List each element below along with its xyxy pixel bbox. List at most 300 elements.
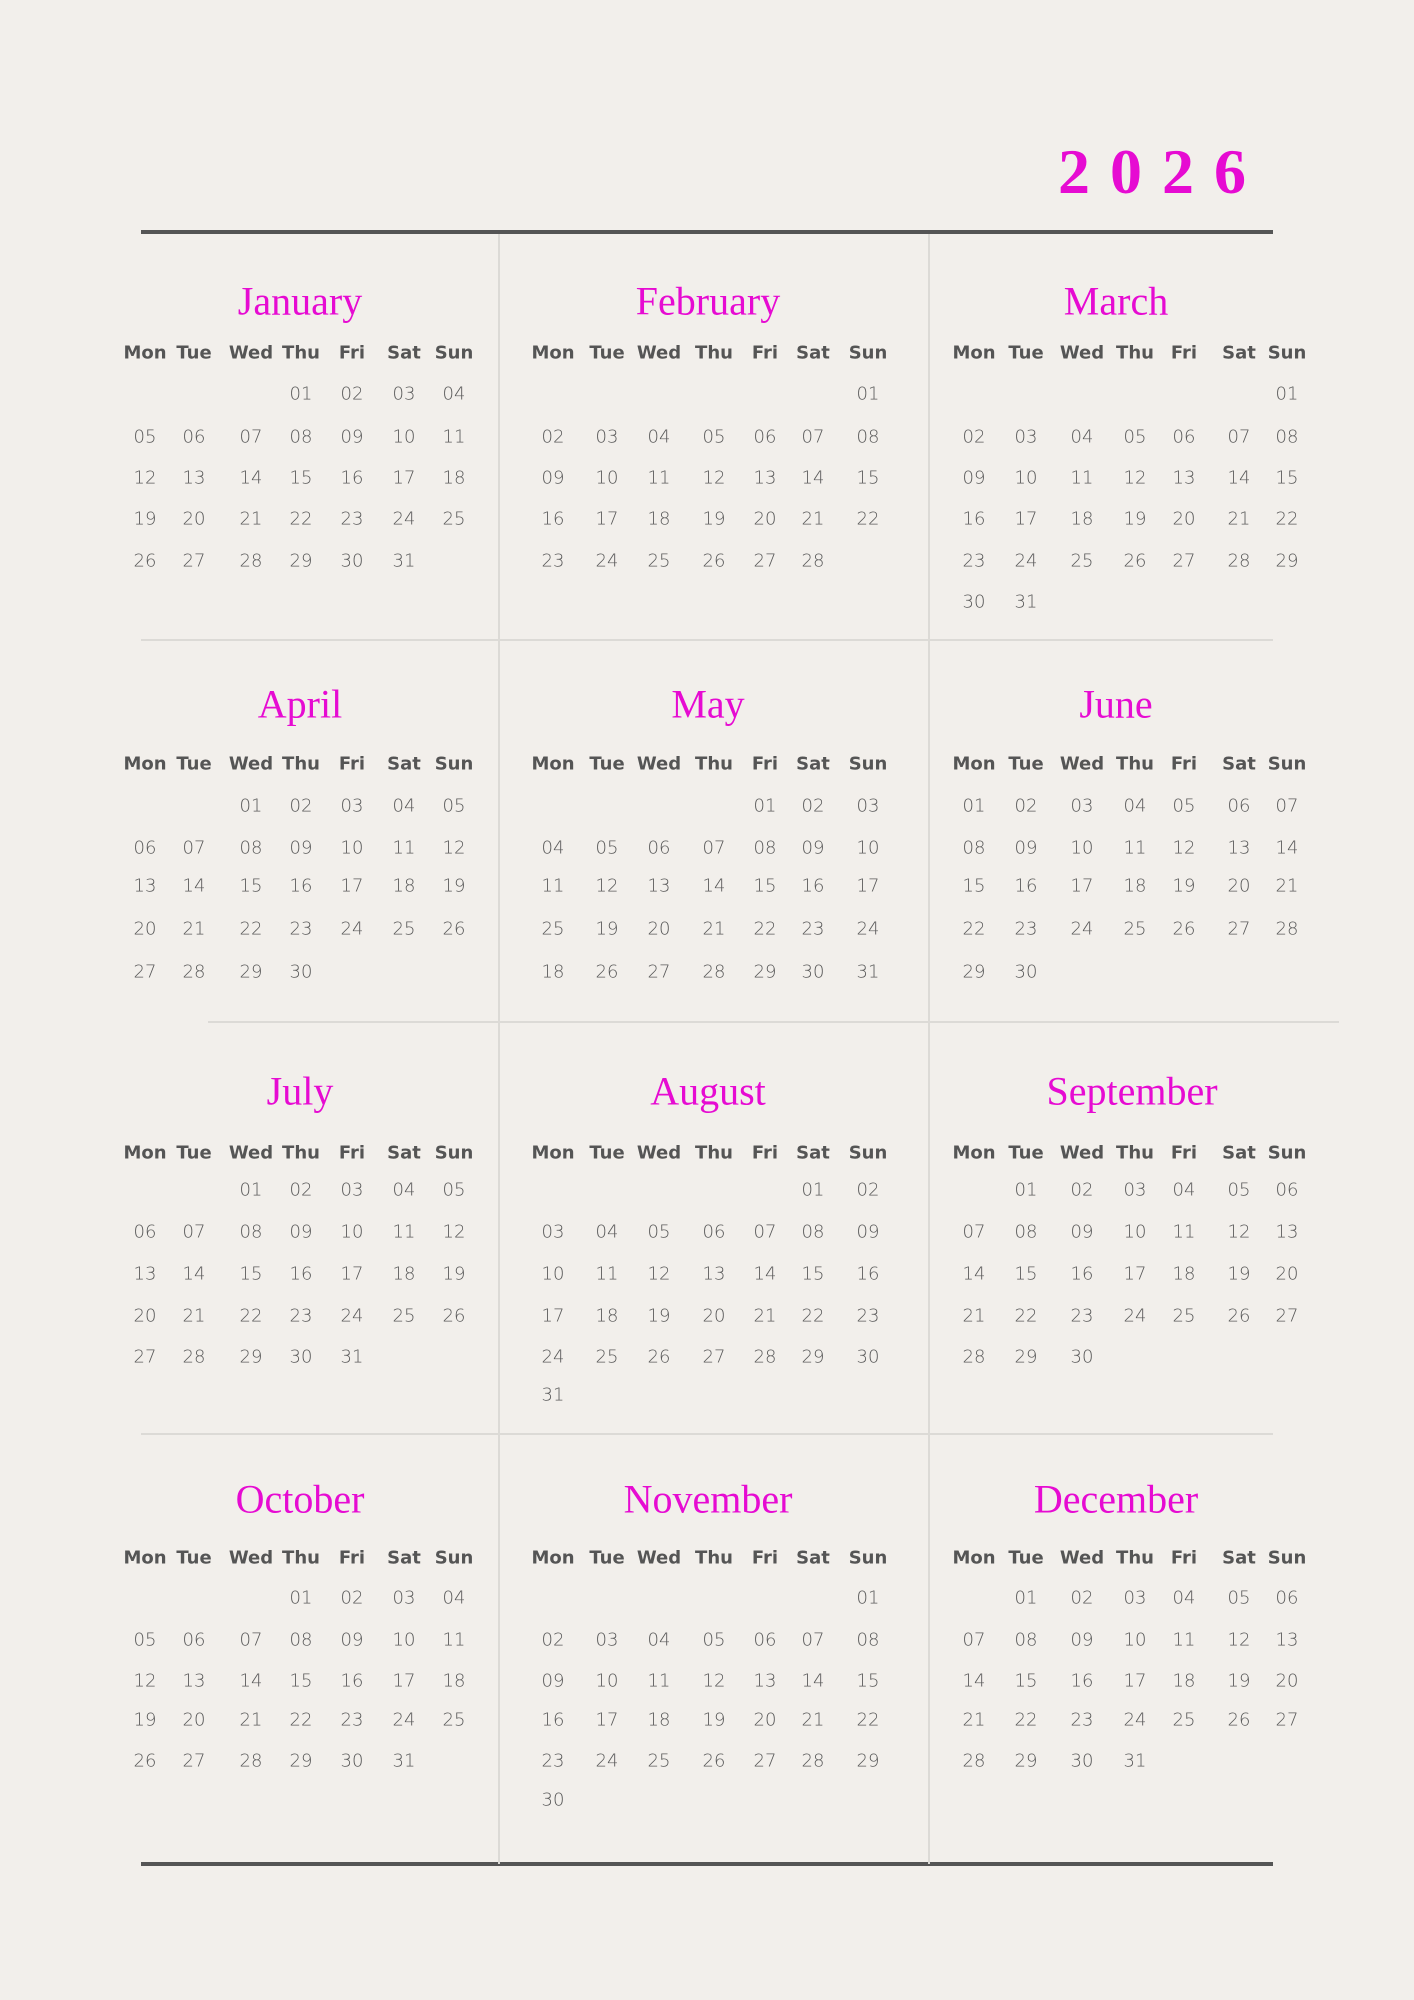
weekday-header: Thu xyxy=(1116,1142,1154,1164)
day-cell: 18 xyxy=(442,467,466,489)
day-cell: 29 xyxy=(1014,1750,1038,1772)
day-cell: 11 xyxy=(442,1629,466,1651)
day-cell: 14 xyxy=(801,467,825,489)
day-cell: 08 xyxy=(856,1629,880,1651)
day-cell: 08 xyxy=(801,1221,825,1243)
day-cell: 19 xyxy=(1227,1670,1251,1692)
day-cell: 12 xyxy=(1172,837,1196,859)
day-cell: 12 xyxy=(595,875,619,897)
day-cell: 21 xyxy=(239,1709,263,1731)
day-cell: 31 xyxy=(392,550,416,572)
day-cell: 14 xyxy=(182,1263,206,1285)
day-cell: 26 xyxy=(1227,1305,1251,1327)
day-cell: 15 xyxy=(962,875,986,897)
day-cell: 05 xyxy=(442,1179,466,1201)
day-cell: 28 xyxy=(753,1346,777,1368)
day-cell: 27 xyxy=(753,550,777,572)
weekday-header: Sun xyxy=(434,1142,474,1164)
day-cell: 16 xyxy=(289,1263,313,1285)
day-cell: 09 xyxy=(541,467,565,489)
weekday-header: Fri xyxy=(338,342,366,364)
day-cell: 16 xyxy=(289,875,313,897)
day-cell: 30 xyxy=(1014,961,1038,983)
day-cell: 01 xyxy=(1275,383,1299,405)
day-cell: 27 xyxy=(133,961,157,983)
weekday-header: Sat xyxy=(387,753,421,775)
weekday-header: Wed xyxy=(1059,1547,1105,1569)
day-cell: 08 xyxy=(1014,1221,1038,1243)
weekday-header: Sat xyxy=(796,342,830,364)
day-cell: 08 xyxy=(289,1629,313,1651)
weekday-header: Thu xyxy=(695,342,733,364)
day-cell: 28 xyxy=(239,1750,263,1772)
day-cell: 25 xyxy=(442,508,466,530)
day-cell: 01 xyxy=(239,795,263,817)
day-cell: 12 xyxy=(442,1221,466,1243)
day-cell: 31 xyxy=(392,1750,416,1772)
day-cell: 22 xyxy=(1014,1305,1038,1327)
month-title: October xyxy=(235,1476,365,1522)
day-cell: 24 xyxy=(1123,1709,1147,1731)
day-cell: 26 xyxy=(133,1750,157,1772)
day-cell: 27 xyxy=(1275,1709,1299,1731)
day-cell: 16 xyxy=(541,1709,565,1731)
day-cell: 19 xyxy=(1227,1263,1251,1285)
day-cell: 03 xyxy=(595,426,619,448)
weekday-header: Fri xyxy=(1170,342,1198,364)
weekday-header: Sat xyxy=(796,1142,830,1164)
day-cell: 22 xyxy=(239,918,263,940)
day-cell: 05 xyxy=(133,1629,157,1651)
day-cell: 23 xyxy=(541,550,565,572)
weekday-header: Sat xyxy=(1222,753,1256,775)
day-cell: 21 xyxy=(801,508,825,530)
day-cell: 30 xyxy=(289,961,313,983)
day-cell: 15 xyxy=(1014,1670,1038,1692)
weekday-header: Sun xyxy=(434,342,474,364)
day-cell: 05 xyxy=(442,795,466,817)
day-cell: 17 xyxy=(595,1709,619,1731)
day-cell: 08 xyxy=(1014,1629,1038,1651)
day-cell: 01 xyxy=(856,1587,880,1609)
day-cell: 20 xyxy=(702,1305,726,1327)
day-cell: 01 xyxy=(1014,1179,1038,1201)
day-cell: 30 xyxy=(340,550,364,572)
day-cell: 04 xyxy=(392,795,416,817)
day-cell: 15 xyxy=(801,1263,825,1285)
day-cell: 29 xyxy=(1275,550,1299,572)
day-cell: 25 xyxy=(392,918,416,940)
day-cell: 10 xyxy=(1070,837,1094,859)
day-cell: 10 xyxy=(1014,467,1038,489)
day-cell: 07 xyxy=(239,1629,263,1651)
day-cell: 29 xyxy=(289,550,313,572)
day-cell: 17 xyxy=(1123,1670,1147,1692)
weekday-header: Sat xyxy=(796,753,830,775)
day-cell: 13 xyxy=(702,1263,726,1285)
day-cell: 20 xyxy=(753,1709,777,1731)
day-cell: 01 xyxy=(856,383,880,405)
day-cell: 23 xyxy=(1070,1305,1094,1327)
day-cell: 17 xyxy=(541,1305,565,1327)
weekday-header: Sun xyxy=(848,1142,888,1164)
weekday-header: Fri xyxy=(751,753,779,775)
day-cell: 28 xyxy=(801,550,825,572)
day-cell: 26 xyxy=(702,1750,726,1772)
day-cell: 03 xyxy=(340,795,364,817)
day-cell: 22 xyxy=(801,1305,825,1327)
day-cell: 26 xyxy=(1172,918,1196,940)
day-cell: 31 xyxy=(1014,591,1038,613)
day-cell: 28 xyxy=(1275,918,1299,940)
day-cell: 09 xyxy=(1070,1221,1094,1243)
day-cell: 23 xyxy=(1070,1709,1094,1731)
day-cell: 07 xyxy=(1227,426,1251,448)
weekday-header: Tue xyxy=(1008,1547,1044,1569)
day-cell: 27 xyxy=(1275,1305,1299,1327)
day-cell: 20 xyxy=(1172,508,1196,530)
weekday-header: Sun xyxy=(1267,1547,1307,1569)
day-cell: 08 xyxy=(753,837,777,859)
day-cell: 10 xyxy=(340,1221,364,1243)
day-cell: 10 xyxy=(1123,1221,1147,1243)
day-cell: 02 xyxy=(1070,1587,1094,1609)
day-cell: 18 xyxy=(442,1670,466,1692)
day-cell: 10 xyxy=(856,837,880,859)
day-cell: 29 xyxy=(753,961,777,983)
day-cell: 01 xyxy=(239,1179,263,1201)
day-cell: 10 xyxy=(392,426,416,448)
day-cell: 12 xyxy=(133,1670,157,1692)
day-cell: 24 xyxy=(856,918,880,940)
day-cell: 04 xyxy=(392,1179,416,1201)
month-title: February xyxy=(635,278,781,324)
day-cell: 19 xyxy=(702,1709,726,1731)
day-cell: 24 xyxy=(595,550,619,572)
day-cell: 07 xyxy=(702,837,726,859)
row-divider xyxy=(208,1021,1339,1023)
day-cell: 14 xyxy=(1275,837,1299,859)
day-cell: 08 xyxy=(239,837,263,859)
day-cell: 29 xyxy=(289,1750,313,1772)
weekday-header: Wed xyxy=(228,1547,274,1569)
day-cell: 24 xyxy=(392,1709,416,1731)
day-cell: 07 xyxy=(962,1629,986,1651)
day-cell: 04 xyxy=(647,1629,671,1651)
day-cell: 03 xyxy=(340,1179,364,1201)
day-cell: 05 xyxy=(1227,1179,1251,1201)
day-cell: 26 xyxy=(1123,550,1147,572)
day-cell: 23 xyxy=(962,550,986,572)
day-cell: 09 xyxy=(962,467,986,489)
weekday-header: Thu xyxy=(282,1547,320,1569)
weekday-header: Wed xyxy=(1059,753,1105,775)
bottom-divider xyxy=(141,1862,1273,1866)
day-cell: 27 xyxy=(1227,918,1251,940)
day-cell: 13 xyxy=(753,1670,777,1692)
weekday-header: Tue xyxy=(1008,342,1044,364)
day-cell: 15 xyxy=(289,467,313,489)
day-cell: 15 xyxy=(753,875,777,897)
day-cell: 25 xyxy=(647,1750,671,1772)
weekday-header: Tue xyxy=(176,1547,212,1569)
weekday-header: Sat xyxy=(796,1547,830,1569)
day-cell: 15 xyxy=(289,1670,313,1692)
day-cell: 27 xyxy=(647,961,671,983)
day-cell: 15 xyxy=(1275,467,1299,489)
day-cell: 03 xyxy=(541,1221,565,1243)
day-cell: 19 xyxy=(647,1305,671,1327)
day-cell: 13 xyxy=(1227,837,1251,859)
day-cell: 08 xyxy=(856,426,880,448)
day-cell: 16 xyxy=(340,467,364,489)
day-cell: 06 xyxy=(133,1221,157,1243)
day-cell: 11 xyxy=(595,1263,619,1285)
day-cell: 14 xyxy=(962,1670,986,1692)
weekday-header: Wed xyxy=(636,1547,682,1569)
day-cell: 03 xyxy=(856,795,880,817)
weekday-header: Wed xyxy=(636,1142,682,1164)
weekday-header: Fri xyxy=(1170,1547,1198,1569)
day-cell: 27 xyxy=(133,1346,157,1368)
day-cell: 20 xyxy=(1275,1670,1299,1692)
day-cell: 01 xyxy=(289,1587,313,1609)
day-cell: 25 xyxy=(1172,1709,1196,1731)
day-cell: 09 xyxy=(340,426,364,448)
day-cell: 09 xyxy=(340,1629,364,1651)
weekday-header: Mon xyxy=(952,753,996,775)
weekday-header: Thu xyxy=(1116,1547,1154,1569)
day-cell: 24 xyxy=(1123,1305,1147,1327)
weekday-header: Thu xyxy=(282,342,320,364)
day-cell: 31 xyxy=(340,1346,364,1368)
day-cell: 01 xyxy=(962,795,986,817)
day-cell: 06 xyxy=(702,1221,726,1243)
day-cell: 11 xyxy=(1123,837,1147,859)
day-cell: 01 xyxy=(801,1179,825,1201)
day-cell: 23 xyxy=(340,1709,364,1731)
weekday-header: Mon xyxy=(531,1142,575,1164)
day-cell: 23 xyxy=(289,918,313,940)
day-cell: 04 xyxy=(595,1221,619,1243)
day-cell: 15 xyxy=(856,1670,880,1692)
day-cell: 02 xyxy=(1070,1179,1094,1201)
day-cell: 18 xyxy=(1070,508,1094,530)
weekday-header: Sat xyxy=(387,342,421,364)
day-cell: 08 xyxy=(289,426,313,448)
day-cell: 23 xyxy=(856,1305,880,1327)
day-cell: 07 xyxy=(1275,795,1299,817)
day-cell: 24 xyxy=(595,1750,619,1772)
month-title: March xyxy=(1063,278,1169,324)
day-cell: 06 xyxy=(753,1629,777,1651)
day-cell: 07 xyxy=(962,1221,986,1243)
day-cell: 18 xyxy=(647,508,671,530)
day-cell: 19 xyxy=(702,508,726,530)
day-cell: 30 xyxy=(1070,1346,1094,1368)
day-cell: 02 xyxy=(289,1179,313,1201)
day-cell: 16 xyxy=(856,1263,880,1285)
weekday-header: Tue xyxy=(589,342,625,364)
day-cell: 26 xyxy=(595,961,619,983)
day-cell: 12 xyxy=(1227,1221,1251,1243)
day-cell: 23 xyxy=(541,1750,565,1772)
day-cell: 20 xyxy=(1275,1263,1299,1285)
day-cell: 06 xyxy=(1275,1587,1299,1609)
day-cell: 13 xyxy=(182,1670,206,1692)
day-cell: 22 xyxy=(753,918,777,940)
day-cell: 10 xyxy=(340,837,364,859)
day-cell: 22 xyxy=(289,508,313,530)
day-cell: 11 xyxy=(647,467,671,489)
day-cell: 17 xyxy=(595,508,619,530)
day-cell: 14 xyxy=(962,1263,986,1285)
weekday-header: Mon xyxy=(123,1142,167,1164)
day-cell: 03 xyxy=(1014,426,1038,448)
day-cell: 13 xyxy=(1172,467,1196,489)
day-cell: 04 xyxy=(442,383,466,405)
day-cell: 06 xyxy=(133,837,157,859)
day-cell: 20 xyxy=(1227,875,1251,897)
day-cell: 12 xyxy=(1227,1629,1251,1651)
day-cell: 18 xyxy=(647,1709,671,1731)
weekday-header: Sat xyxy=(1222,342,1256,364)
day-cell: 20 xyxy=(133,918,157,940)
day-cell: 06 xyxy=(1172,426,1196,448)
day-cell: 09 xyxy=(801,837,825,859)
month-title: November xyxy=(623,1476,793,1522)
weekday-header: Thu xyxy=(695,1547,733,1569)
day-cell: 11 xyxy=(1172,1221,1196,1243)
day-cell: 28 xyxy=(801,1750,825,1772)
day-cell: 30 xyxy=(340,1750,364,1772)
day-cell: 11 xyxy=(647,1670,671,1692)
weekday-header: Fri xyxy=(751,342,779,364)
day-cell: 07 xyxy=(182,837,206,859)
day-cell: 11 xyxy=(442,426,466,448)
day-cell: 24 xyxy=(340,1305,364,1327)
weekday-header: Sat xyxy=(387,1142,421,1164)
day-cell: 21 xyxy=(753,1305,777,1327)
month-title: July xyxy=(266,1068,334,1114)
day-cell: 18 xyxy=(1172,1670,1196,1692)
month-title: August xyxy=(650,1068,766,1114)
day-cell: 24 xyxy=(1014,550,1038,572)
day-cell: 27 xyxy=(182,550,206,572)
day-cell: 05 xyxy=(1227,1587,1251,1609)
day-cell: 20 xyxy=(182,508,206,530)
weekday-header: Wed xyxy=(228,342,274,364)
day-cell: 14 xyxy=(702,875,726,897)
month-title: December xyxy=(1033,1476,1199,1522)
weekday-header: Sun xyxy=(848,342,888,364)
day-cell: 14 xyxy=(1227,467,1251,489)
day-cell: 25 xyxy=(595,1346,619,1368)
day-cell: 18 xyxy=(1123,875,1147,897)
day-cell: 02 xyxy=(340,383,364,405)
day-cell: 06 xyxy=(647,837,671,859)
weekday-header: Tue xyxy=(589,1142,625,1164)
day-cell: 06 xyxy=(1227,795,1251,817)
day-cell: 06 xyxy=(1275,1179,1299,1201)
weekday-header: Wed xyxy=(228,753,274,775)
weekday-header: Mon xyxy=(531,342,575,364)
day-cell: 23 xyxy=(340,508,364,530)
day-cell: 18 xyxy=(392,1263,416,1285)
weekday-header: Tue xyxy=(589,753,625,775)
day-cell: 04 xyxy=(1172,1587,1196,1609)
day-cell: 25 xyxy=(442,1709,466,1731)
weekday-header: Fri xyxy=(1170,1142,1198,1164)
day-cell: 25 xyxy=(647,550,671,572)
weekday-header: Sun xyxy=(434,753,474,775)
day-cell: 11 xyxy=(1070,467,1094,489)
day-cell: 16 xyxy=(1070,1263,1094,1285)
day-cell: 04 xyxy=(442,1587,466,1609)
day-cell: 16 xyxy=(962,508,986,530)
weekday-header: Mon xyxy=(952,1547,996,1569)
day-cell: 09 xyxy=(289,1221,313,1243)
day-cell: 15 xyxy=(239,875,263,897)
day-cell: 28 xyxy=(182,1346,206,1368)
day-cell: 24 xyxy=(392,508,416,530)
day-cell: 28 xyxy=(962,1346,986,1368)
day-cell: 02 xyxy=(856,1179,880,1201)
day-cell: 30 xyxy=(856,1346,880,1368)
day-cell: 20 xyxy=(182,1709,206,1731)
day-cell: 01 xyxy=(289,383,313,405)
day-cell: 31 xyxy=(1123,1750,1147,1772)
day-cell: 21 xyxy=(1275,875,1299,897)
day-cell: 08 xyxy=(239,1221,263,1243)
weekday-header: Thu xyxy=(1116,753,1154,775)
month-title: January xyxy=(237,278,363,324)
weekday-header: Sun xyxy=(1267,342,1307,364)
weekday-header: Tue xyxy=(1008,753,1044,775)
day-cell: 21 xyxy=(962,1305,986,1327)
day-cell: 08 xyxy=(1275,426,1299,448)
row-divider xyxy=(141,639,1273,641)
day-cell: 17 xyxy=(340,1263,364,1285)
day-cell: 05 xyxy=(595,837,619,859)
weekday-header: Sun xyxy=(848,753,888,775)
day-cell: 18 xyxy=(541,961,565,983)
day-cell: 11 xyxy=(1172,1629,1196,1651)
day-cell: 29 xyxy=(962,961,986,983)
day-cell: 17 xyxy=(1070,875,1094,897)
day-cell: 01 xyxy=(1014,1587,1038,1609)
day-cell: 03 xyxy=(392,383,416,405)
weekday-header: Mon xyxy=(123,1547,167,1569)
day-cell: 13 xyxy=(647,875,671,897)
day-cell: 14 xyxy=(239,467,263,489)
day-cell: 06 xyxy=(753,426,777,448)
day-cell: 05 xyxy=(647,1221,671,1243)
day-cell: 22 xyxy=(289,1709,313,1731)
day-cell: 07 xyxy=(239,426,263,448)
weekday-header: Thu xyxy=(695,753,733,775)
day-cell: 28 xyxy=(702,961,726,983)
day-cell: 18 xyxy=(392,875,416,897)
day-cell: 05 xyxy=(1123,426,1147,448)
day-cell: 11 xyxy=(541,875,565,897)
column-divider xyxy=(498,234,500,1864)
day-cell: 30 xyxy=(801,961,825,983)
day-cell: 26 xyxy=(442,918,466,940)
day-cell: 01 xyxy=(753,795,777,817)
day-cell: 12 xyxy=(133,467,157,489)
day-cell: 19 xyxy=(1172,875,1196,897)
